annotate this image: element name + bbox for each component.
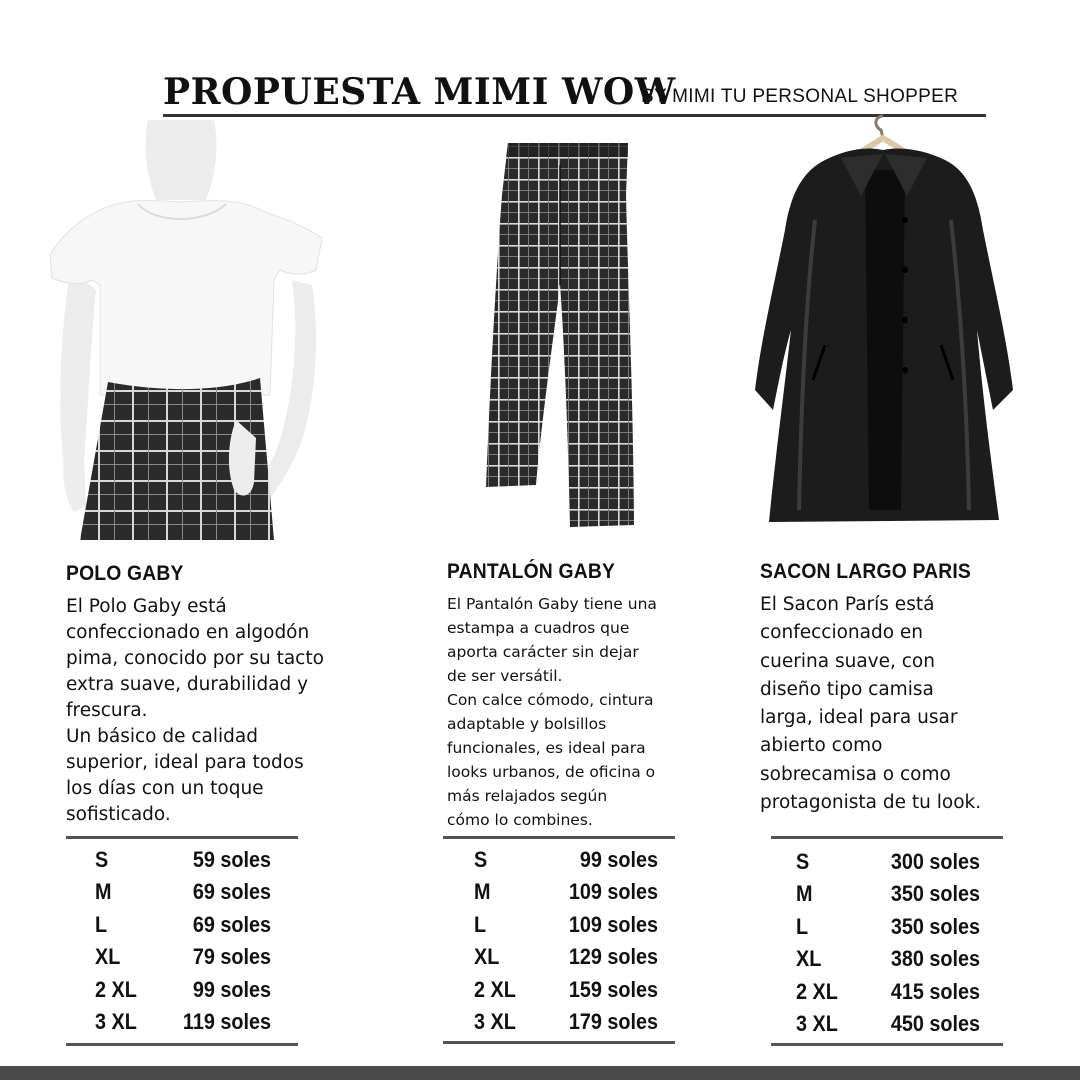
price-size: 3 XL: [474, 1008, 516, 1034]
price-row: [796, 943, 980, 975]
price-row: [796, 1008, 980, 1040]
price-value: 109 soles: [568, 879, 658, 905]
product-name-polo-gaby: POLO GABY: [66, 562, 184, 585]
price-size: M: [796, 881, 813, 907]
price-size: 3 XL: [796, 1010, 838, 1036]
price-row: [796, 911, 980, 943]
price-value: 350 soles: [890, 881, 980, 907]
price-size: L: [474, 911, 487, 937]
price-size: S: [474, 847, 488, 872]
product-name-sacon-largo-paris: SACON LARGO PARIS: [760, 560, 972, 583]
price-value: 99 soles: [192, 976, 271, 1002]
price-value: 59 soles: [192, 847, 271, 872]
price-row: [474, 876, 658, 908]
price-value: 415 soles: [890, 978, 980, 1004]
price-divider-bottom: [771, 1043, 1003, 1046]
price-list-polo-gaby: [95, 844, 271, 1038]
price-divider-bottom: [443, 1041, 675, 1044]
price-row: [474, 974, 658, 1006]
price-row: [474, 941, 658, 973]
price-size: 2 XL: [796, 978, 838, 1004]
price-value: 350 soles: [890, 913, 980, 939]
price-size: S: [796, 849, 810, 874]
product-description-pantalon-gaby: El Pantalón Gaby tiene una estampa a cuadros que aporta carácter sin dejar de ser versátil. Con calce cómodo, cintura adaptable y bolsillos funcionales, es ideal para looks urbanos, de oficina o más relajados según cómo lo combines.: [447, 595, 657, 829]
price-row: [474, 1006, 658, 1038]
price-row: [95, 844, 271, 876]
bottom-bar: [0, 1066, 1080, 1080]
product-image-sacon-largo-paris: [755, 110, 1020, 535]
price-size: L: [95, 911, 108, 937]
price-row: [95, 941, 271, 973]
product-name-pantalon-gaby: PANTALÓN GABY: [447, 560, 616, 583]
price-value: 109 soles: [568, 911, 658, 937]
page-title: PROPUESTA MIMI WOW: [163, 71, 676, 113]
price-size: XL: [796, 946, 822, 972]
price-row: [95, 909, 271, 941]
price-value: 450 soles: [890, 1010, 980, 1036]
price-row: [95, 1006, 271, 1038]
price-row: [95, 876, 271, 908]
page-subtitle: BY MIMI TU PERSONAL SHOPPER: [641, 86, 959, 107]
product-image-polo-gaby: [30, 120, 330, 550]
product-description-sacon-largo-paris: El Sacon París está confeccionado en cuerina suave, con diseño tipo camisa larga, ideal para usar abierto como sobrecamisa o como protagonista de tu look.: [760, 594, 982, 814]
price-value: 179 soles: [568, 1008, 658, 1034]
price-value: 129 soles: [568, 944, 658, 970]
price-value: 69 soles: [192, 879, 271, 905]
price-value: 79 soles: [192, 944, 271, 970]
price-size: M: [95, 879, 112, 905]
price-size: 2 XL: [474, 976, 516, 1002]
price-value: 69 soles: [192, 911, 271, 937]
price-value: 300 soles: [890, 849, 980, 874]
price-size: 2 XL: [95, 976, 137, 1002]
price-size: L: [796, 913, 809, 939]
price-divider-bottom: [66, 1043, 298, 1046]
price-row: [474, 844, 658, 876]
price-divider-top: [443, 836, 675, 839]
price-row: [95, 974, 271, 1006]
price-value: 159 soles: [568, 976, 658, 1002]
price-list-sacon-largo-paris: [796, 846, 980, 1040]
price-size: S: [95, 847, 109, 872]
price-divider-top: [771, 836, 1003, 839]
price-size: 3 XL: [95, 1008, 137, 1034]
price-divider-top: [66, 836, 298, 839]
price-row: [796, 878, 980, 910]
price-value: 99 soles: [579, 847, 658, 872]
product-description-polo-gaby: El Polo Gaby está confeccionado en algodón pima, conocido por su tacto extra suave, durabilidad y frescura. Un básico de calidad superior, ideal para todos los días con un toque sofisticado.: [66, 596, 324, 825]
price-list-pantalon-gaby: [474, 844, 658, 1038]
product-image-pantalon-gaby: [478, 135, 638, 535]
price-size: XL: [95, 944, 121, 970]
price-row: [474, 909, 658, 941]
price-row: [796, 846, 980, 878]
price-row: [796, 976, 980, 1008]
price-value: 119 soles: [182, 1008, 271, 1034]
price-size: M: [474, 879, 491, 905]
price-size: XL: [474, 944, 500, 970]
price-value: 380 soles: [890, 946, 980, 972]
